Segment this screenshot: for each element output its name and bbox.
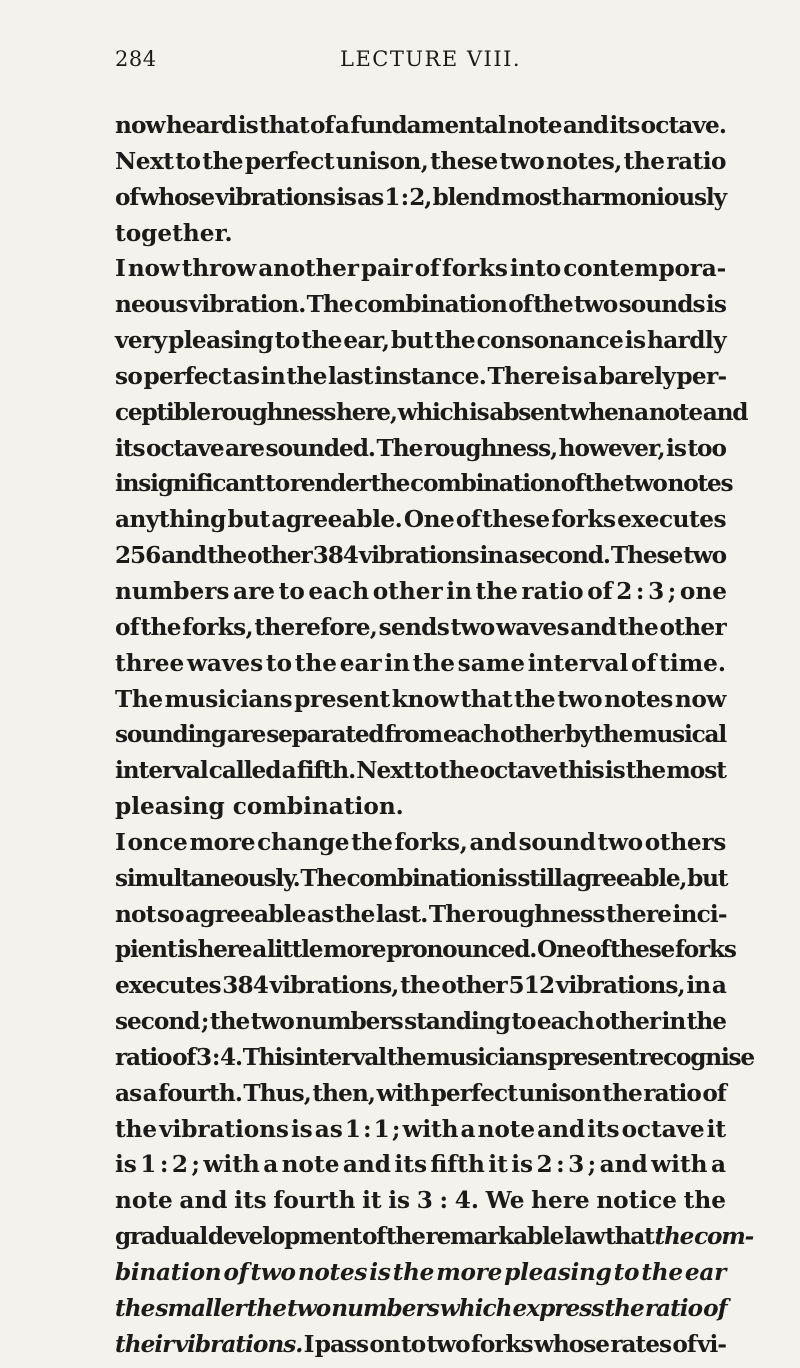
text-line: Next to the perfect unison, these two notes, the ratio: [115, 147, 726, 175]
text-line: ceptible roughness here, which is absent when a note and: [115, 398, 748, 426]
text-line: is 1 : 2 ; with a note and its fifth it is 2 : 3 ; and with a: [115, 1151, 726, 1179]
text-line: executes 384 vibrations, the other 512 vibrations, in a: [115, 972, 726, 1000]
page-number: 284: [115, 47, 157, 71]
text-lines: [115, 108, 754, 1219]
text-line: ratio of 3 : 4. This interval the musicians present recognise: [115, 1043, 754, 1071]
text-line: neous vibration. The combination of the two sounds is: [115, 291, 726, 319]
text-line-gradual: [115, 1219, 754, 1255]
text-line: of whose vibrations is as 1 : 2, blend most harmoniously: [115, 183, 726, 211]
text-line: now heard is that of a fundamental note and its octave.: [115, 112, 726, 139]
text-line: its octave are sounded. The roughness, however, is too: [115, 434, 726, 462]
text-line: I now throw another pair of forks into contempora-: [115, 255, 726, 283]
text-line: 256 and the other 384 vibrations in a second. These two: [115, 542, 726, 570]
body-text: [115, 108, 754, 1363]
text-line: the vibrations is as 1 : 1 ; with a note and its octave it: [115, 1115, 726, 1143]
running-head: [115, 47, 725, 77]
italic-segment: their vibrations.: [115, 1330, 303, 1358]
text-line: numbers are to each other in the ratio of 2 : 3 ; one: [115, 577, 727, 605]
text-line: three waves to the ear in the same interval of time.: [115, 649, 726, 677]
text-line: insignificant to render the combination of the two notes: [115, 470, 733, 498]
text-line-final: [115, 1327, 726, 1363]
text-line: I once more change the forks, and sound two others: [115, 828, 726, 856]
text-line: simultaneously. The combination is still agreeable, but: [115, 864, 728, 892]
text-line-italic: bination of two notes is the more pleasing to the ear: [115, 1259, 726, 1286]
text-line: note and its fourth it is 3 : 4. We here notice the: [115, 1187, 726, 1215]
text-line: pleasing combination.: [115, 793, 404, 821]
text-segment: gradual development of the remarkable law that: [115, 1223, 655, 1251]
text-line-italic: the smaller the two numbers which express the ratio of: [115, 1294, 727, 1322]
lecture-heading: LECTURE VIII.: [340, 47, 522, 71]
text-line: sounding are separated from each other by the musical: [115, 721, 726, 749]
italic-segment: the com-: [654, 1223, 754, 1251]
text-line: as a fourth. Thus, then, with perfect unison the ratio of: [115, 1079, 726, 1107]
text-line: together.: [115, 219, 233, 247]
text-segment: I pass on to two forks whose rates of vi-: [302, 1330, 726, 1358]
text-line: interval called a fifth. Next to the octave this is the most: [115, 757, 726, 785]
text-line: The musicians present know that the two notes now: [115, 685, 726, 713]
text-line: so perfect as in the last instance. There is a barely per-: [115, 362, 727, 390]
text-line: second ; the two numbers standing to each other in the: [115, 1008, 726, 1036]
text-line: anything but agreeable. One of these forks executes: [115, 506, 726, 534]
text-line: not so agreeable as the last. The roughness there inci-: [115, 900, 727, 928]
text-line: of the forks, therefore, sends two waves and the other: [115, 613, 726, 641]
text-line: pient is here a little more pronounced. One of these forks: [115, 936, 736, 964]
text-line: very pleasing to the ear, but the consonance is hardly: [115, 327, 726, 355]
